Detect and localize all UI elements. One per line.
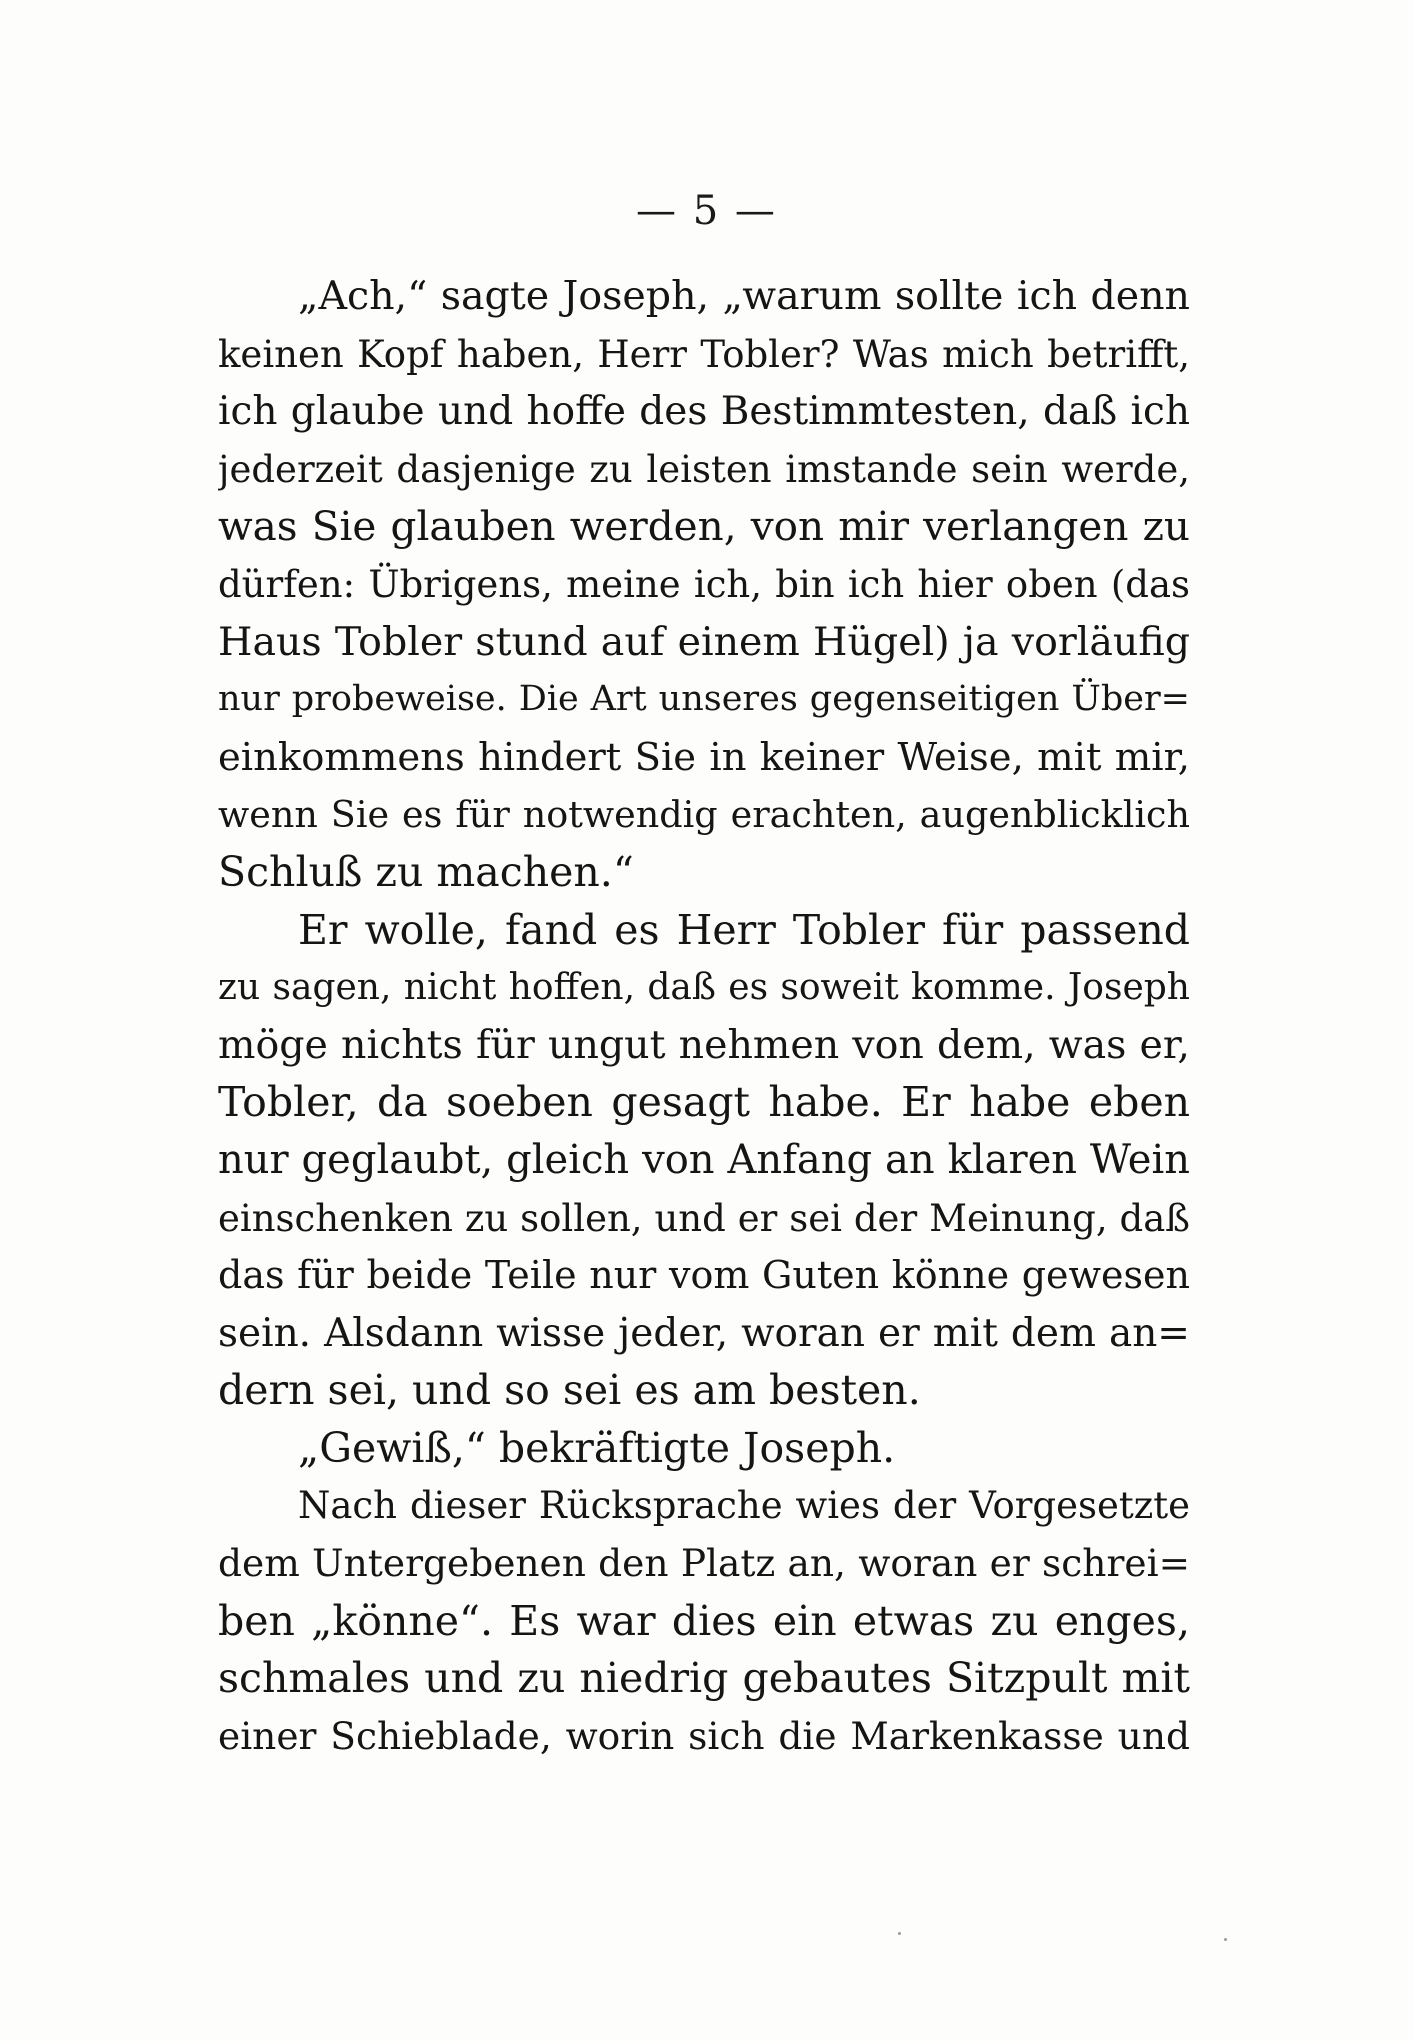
text-line: Haus Tobler stund auf einem Hügel) ja vorläufig	[218, 618, 1190, 665]
text-line: was Sie glauben werden, von mir verlangen zu	[218, 502, 1190, 551]
text-line: nur geglaubt, gleich von Anfang an klaren Wein	[218, 1136, 1190, 1183]
paper-speck	[898, 1932, 901, 1935]
text-line: möge nichts für ungut nehmen von dem, was er,	[218, 1021, 1190, 1068]
text-line: einschenken zu sollen, und er sei der Meinung, daß	[218, 1196, 1190, 1240]
page-number: — 5 —	[636, 188, 777, 234]
text-line: Er wolle, fand es Herr Tobler für passend	[298, 905, 1190, 954]
text-line: einer Schieblade, worin sich die Markenkasse und	[218, 1713, 1190, 1758]
text-line: dem Untergebenen den Platz an, woran er schrei=	[218, 1541, 1190, 1586]
text-line: dürfen: Übrigens, meine ich, bin ich hier oben (das	[218, 562, 1190, 606]
text-line: Nach dieser Rücksprache wies der Vorgesetzte	[298, 1484, 1190, 1528]
text-line: nur probeweise. Die Art unseres gegenseitigen Über=	[218, 679, 1190, 720]
text-line: sein. Alsdann wisse jeder, woran er mit dem an=	[218, 1310, 1190, 1356]
text-line: ich glaube und hoffe des Bestimmtesten, daß ich	[218, 389, 1190, 435]
text-line: dern sei, und so sei es am besten.	[218, 1366, 921, 1415]
body-text	[218, 268, 1190, 1765]
paper-speck	[1224, 1938, 1227, 1941]
text-line: jederzeit dasjenige zu leisten imstande sein werde,	[218, 447, 1190, 491]
text-line: schmales und zu niedrig gebautes Sitzpult mit	[218, 1654, 1190, 1703]
text-line: „Gewiß,“ bekräftigte Joseph.	[298, 1423, 896, 1472]
text-line: keinen Kopf haben, Herr Tobler? Was mich betrifft,	[218, 332, 1190, 376]
text-line: „Ach,“ sagte Joseph, „warum sollte ich denn	[298, 273, 1190, 319]
text-line: das für beide Teile nur vom Guten könne gewesen	[218, 1253, 1190, 1298]
text-line: Tobler, da soeben gesagt habe. Er habe eben	[218, 1078, 1190, 1127]
text-line: ben „könne“. Es war dies ein etwas zu enges,	[218, 1596, 1190, 1645]
text-line: zu sagen, nicht hoffen, daß es soweit komme. Joseph	[218, 967, 1190, 1009]
text-line: wenn Sie es für notwendig erachten, augenblicklich	[218, 793, 1190, 837]
text-line: einkommens hindert Sie in keiner Weise, mit mir,	[218, 734, 1190, 780]
text-line: Schluß zu machen.“	[218, 847, 634, 896]
